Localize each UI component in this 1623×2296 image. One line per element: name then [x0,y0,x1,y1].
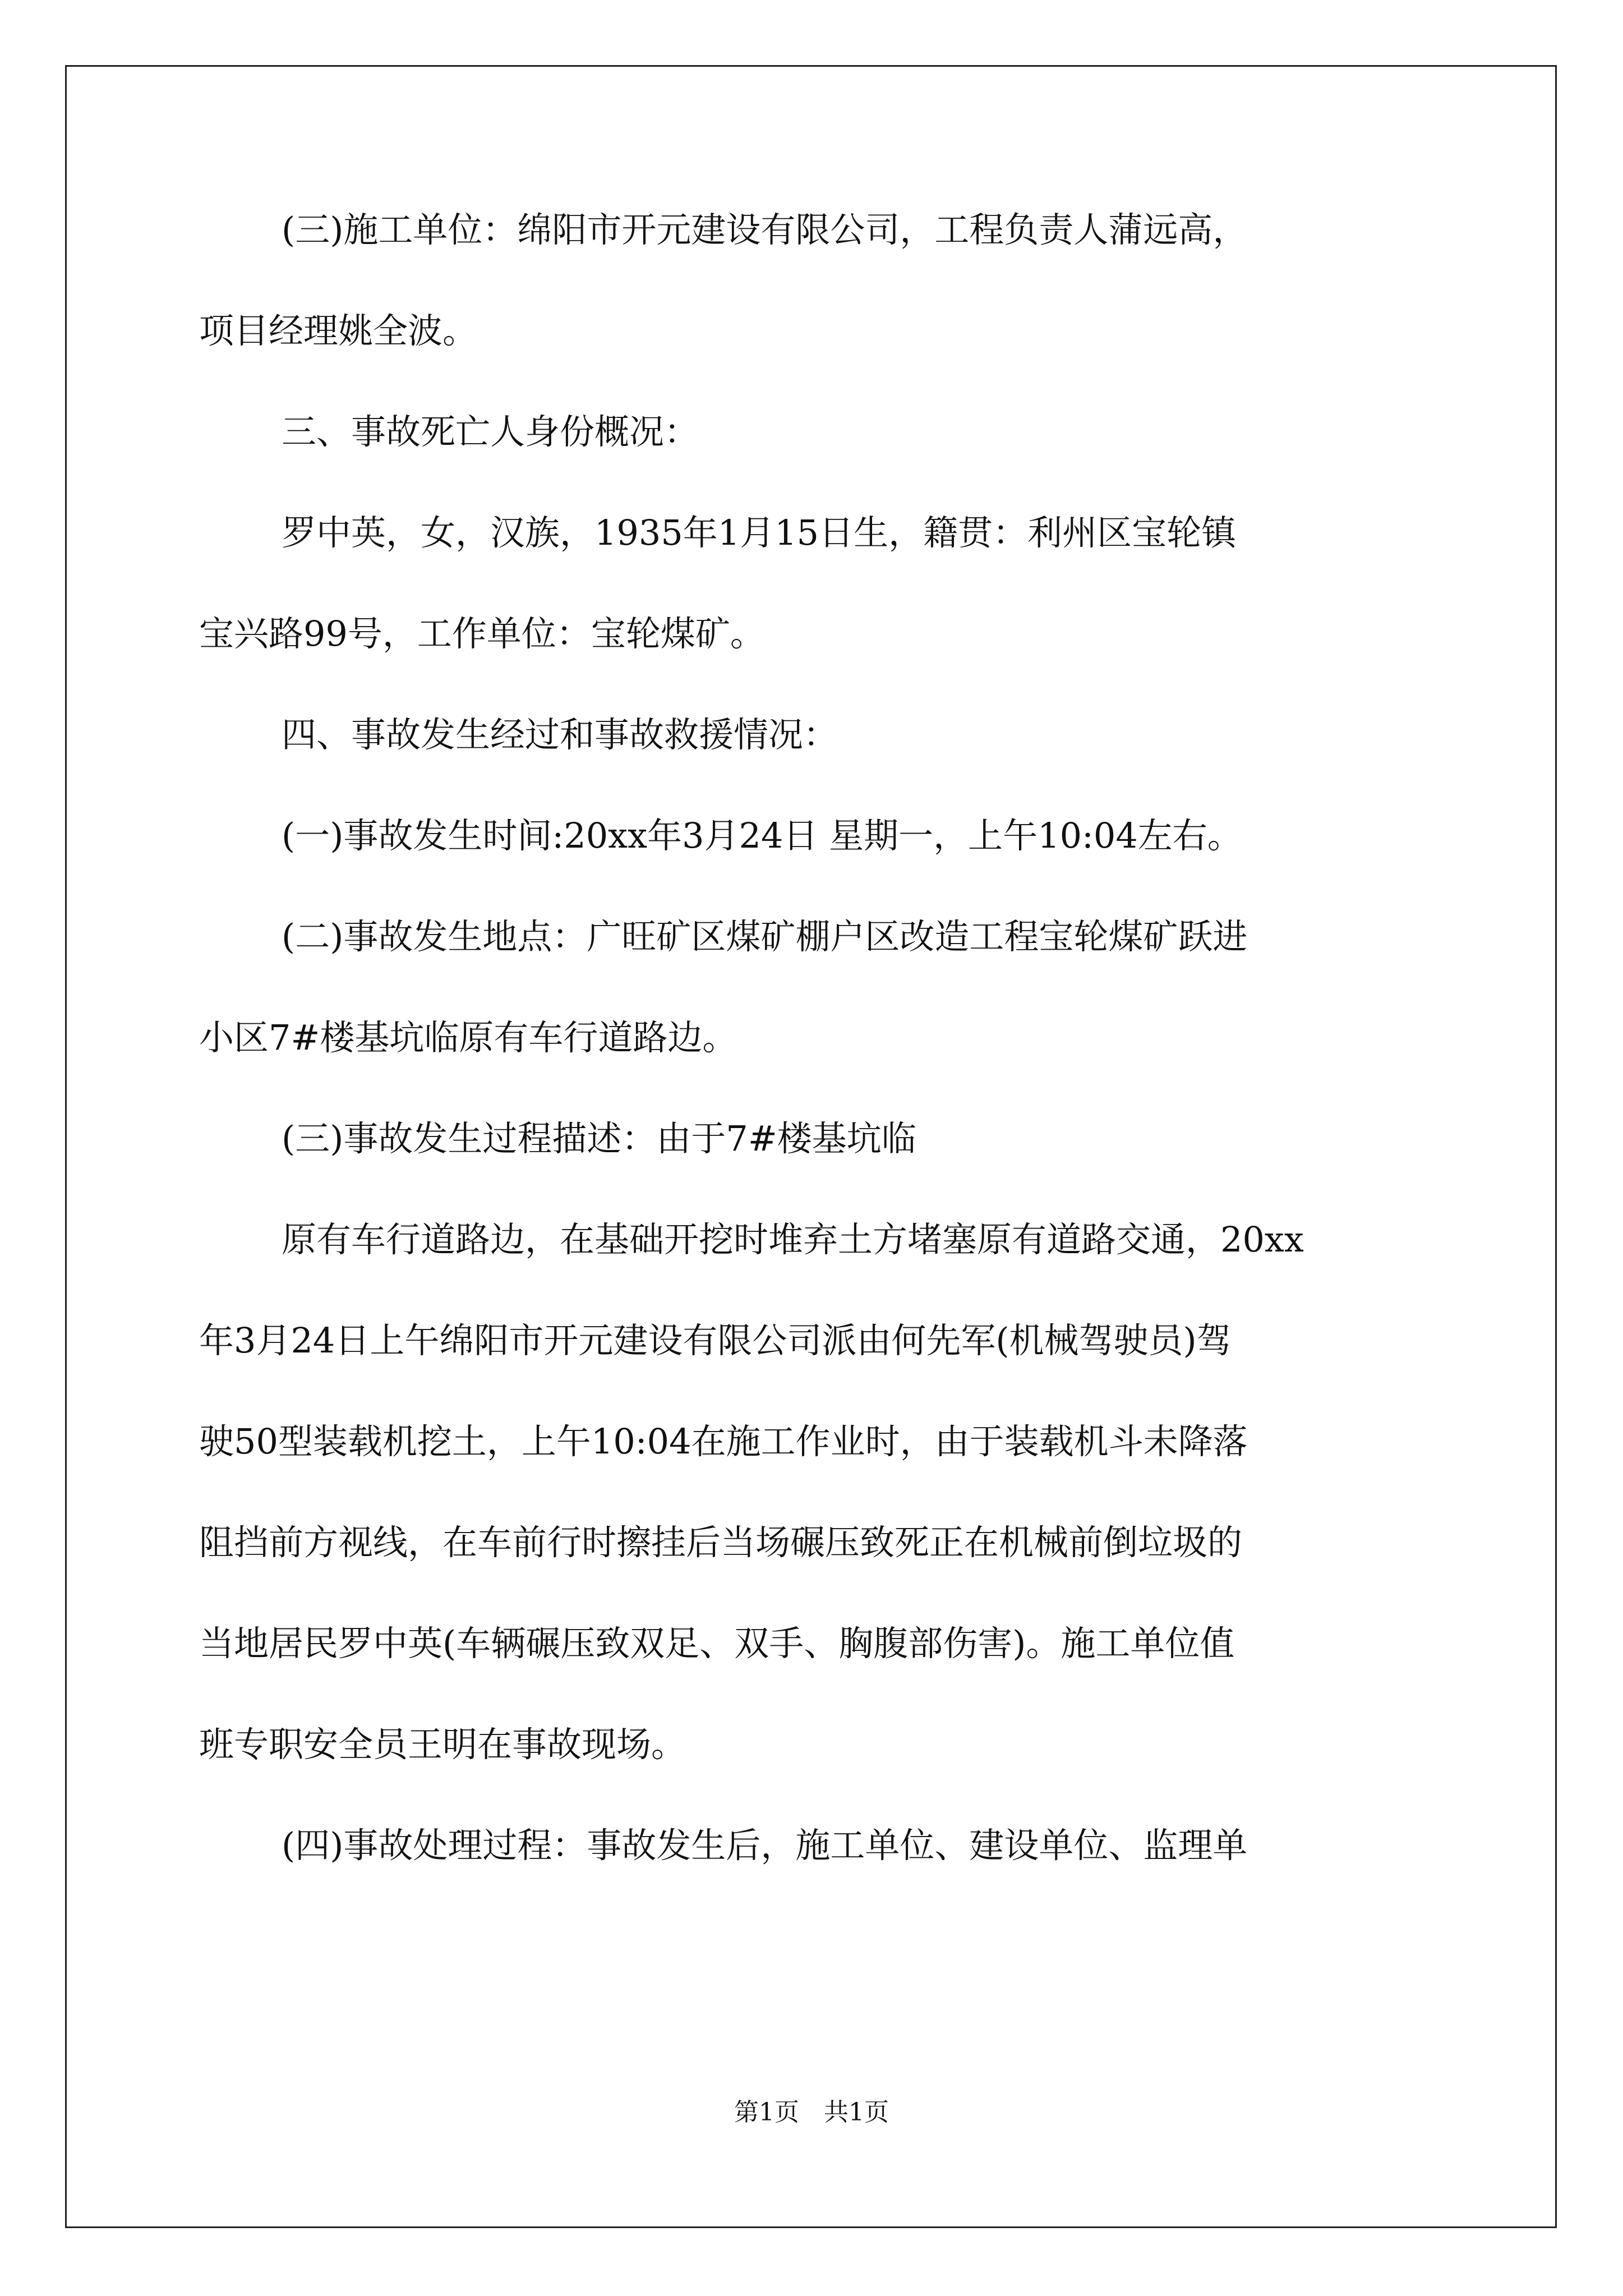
text-line: 原有车行道路边，在基础开挖时堆弃土方堵塞原有道路交通，20xx [282,1219,1304,1260]
text-line: 班专职安全员王明在事故现场。 [199,1724,686,1765]
text-line: 宝兴路99号，工作单位：宝轮煤矿。 [199,613,765,654]
text-line: (二)事故发生地点：广旺矿区煤矿棚户区改造工程宝轮煤矿跃进 [282,916,1248,957]
text-line: 阻挡前方视线，在车前行时擦挂后当场碾压致死正在机械前倒垃圾的 [199,1522,1243,1563]
page-footer: 第1页 共1页 [734,2098,889,2127]
text-line: (三)事故发生过程描述：由于7#楼基坑临 [282,1118,916,1159]
text-line: 罗中英，女，汉族，1935年1月15日生，籍贯：利州区宝轮镇 [282,512,1237,553]
text-line: 当地居民罗中英(车辆碾压致双足、双手、胸腹部伤害)。施工单位值 [199,1623,1235,1664]
text-line: (一)事故发生时间:20xx年3月24日 星期一，上午10:04左右。 [282,815,1242,856]
text-line: (四)事故处理过程：事故发生后，施工单位、建设单位、监理单 [282,1825,1248,1866]
text-line: 年3月24日上午绵阳市开元建设有限公司派由何先军(机械驾驶员)驾 [199,1320,1232,1361]
text-line: (三)施工单位：绵阳市开元建设有限公司，工程负责人蒲远高， [282,209,1248,250]
text-line: 驶50型装载机挖土，上午10:04在施工作业时，由于装载机斗未降落 [199,1421,1248,1462]
text-line: 项目经理姚全波。 [199,310,478,351]
text-line: 四、事故发生经过和事故救援情况： [282,714,838,755]
text-line: 小区7#楼基坑临原有车行道路边。 [199,1017,737,1058]
text-line: 三、事故死亡人身份概况： [282,411,699,452]
